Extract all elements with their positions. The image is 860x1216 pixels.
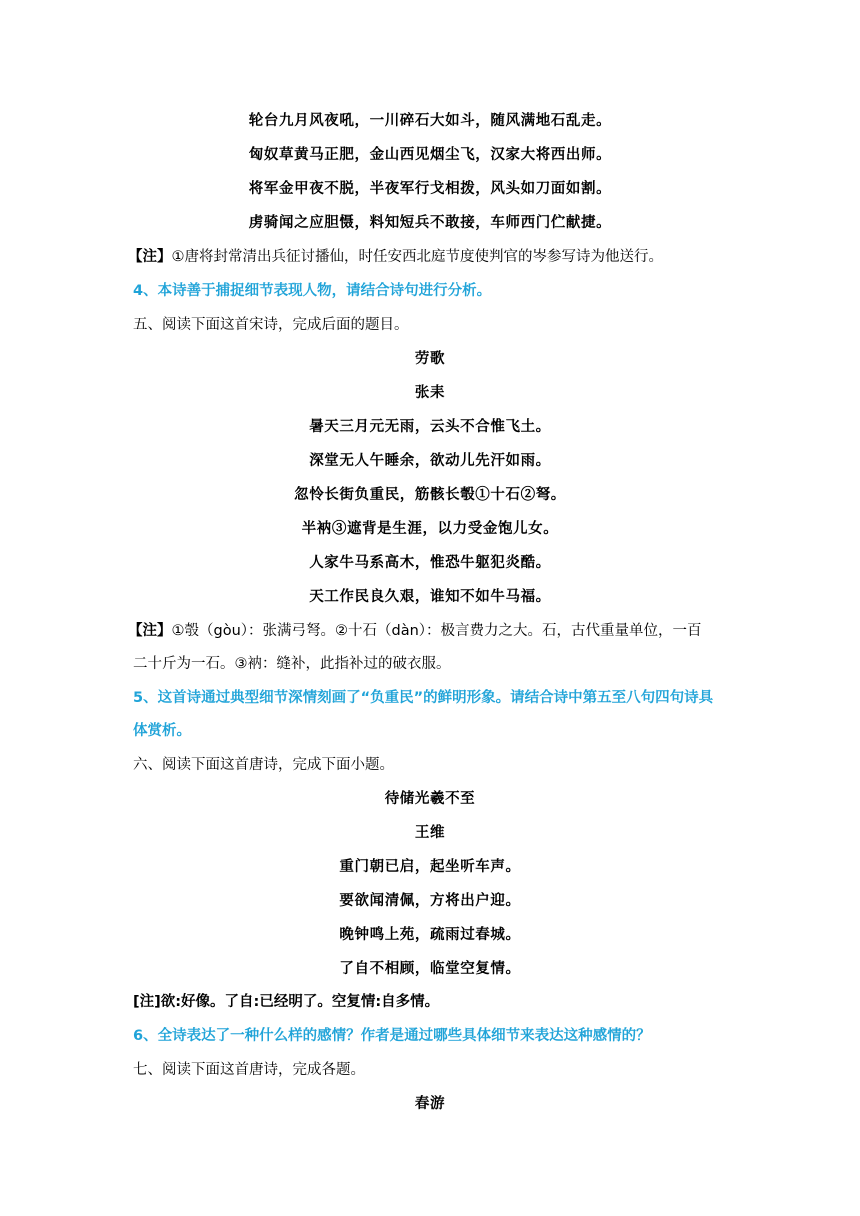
question-5-continued: 体赏析。	[133, 723, 191, 739]
poem-line: 虏骑闻之应胆慑，料知短兵不敢接，车师西门伫献捷。	[248, 214, 612, 231]
note-tag: 【注】	[128, 623, 172, 639]
poem-note-continued: 二十斤为一石。③衲：缝补，此指补过的破衣服。	[133, 656, 451, 672]
section-heading: 六、阅读下面这首唐诗，完成下面小题。	[133, 757, 394, 773]
poem-line: 晚钟鸣上苑，疏雨过春城。	[339, 926, 521, 943]
poem-note: [注]欲:好像。了自:已经明了。空复情:自多情。	[133, 994, 440, 1010]
poem-title: 劳歌	[414, 350, 446, 367]
question-6: 6、全诗表达了一种什么样的感情？作者是通过哪些具体细节来表达这种感情的？	[133, 1028, 651, 1044]
poem-line: 暑天三月元无雨，云头不合惟飞土。	[309, 418, 551, 435]
poem-line: 天工作民良久艰，谁知不如牛马福。	[309, 588, 551, 605]
question-4: 4、本诗善于捕捉细节表现人物，请结合诗句进行分析。	[133, 283, 492, 299]
poem-line: 深堂无人午睡余，欲动儿先汗如雨。	[309, 452, 551, 469]
poem-line: 了自不相顾，临堂空复情。	[339, 960, 521, 977]
poem-line: 重门朝已启，起坐听车声。	[339, 858, 521, 875]
note-tag: 【注】	[128, 249, 172, 265]
poem-line: 半衲③遮背是生涯，以力受金饱儿女。	[301, 520, 559, 537]
poem-title: 春游	[414, 1095, 446, 1112]
note-text: ①彀（gòu）：张满弓弩。②十石（dàn）：极言费力之大。石，古代重量单位，一百	[171, 623, 702, 639]
poem-line: 要欲闻清佩，方将出户迎。	[339, 892, 521, 909]
section-heading: 七、阅读下面这首唐诗，完成各题。	[133, 1062, 365, 1078]
poem-author: 张耒	[414, 384, 446, 401]
poem-line: 人家牛马系高木，惟恐牛躯犯炎酷。	[309, 554, 551, 571]
poem-note	[128, 247, 663, 267]
poem-title: 待储光羲不至	[384, 790, 476, 807]
question-5: 5、这首诗通过典型细节深情刻画了“负重民”的鲜明形象。请结合诗中第五至八句四句诗具	[133, 690, 714, 706]
note-text: ①唐将封常清出兵征讨播仙，时任安西北庭节度使判官的岑参写诗为他送行。	[171, 249, 663, 265]
poem-author: 王维	[414, 824, 446, 841]
poem-note	[128, 621, 702, 641]
section-heading: 五、阅读下面这首宋诗，完成后面的题目。	[133, 317, 409, 333]
poem-line: 忽怜长街负重民，筋骸长彀①十石②弩。	[294, 486, 566, 503]
poem-line: 轮台九月风夜吼，一川碎石大如斗，随风满地石乱走。	[248, 112, 612, 129]
poem-line: 将军金甲夜不脱，半夜军行戈相拨，风头如刀面如割。	[248, 180, 612, 197]
poem-line: 匈奴草黄马正肥，金山西见烟尘飞，汉家大将西出师。	[248, 146, 612, 163]
